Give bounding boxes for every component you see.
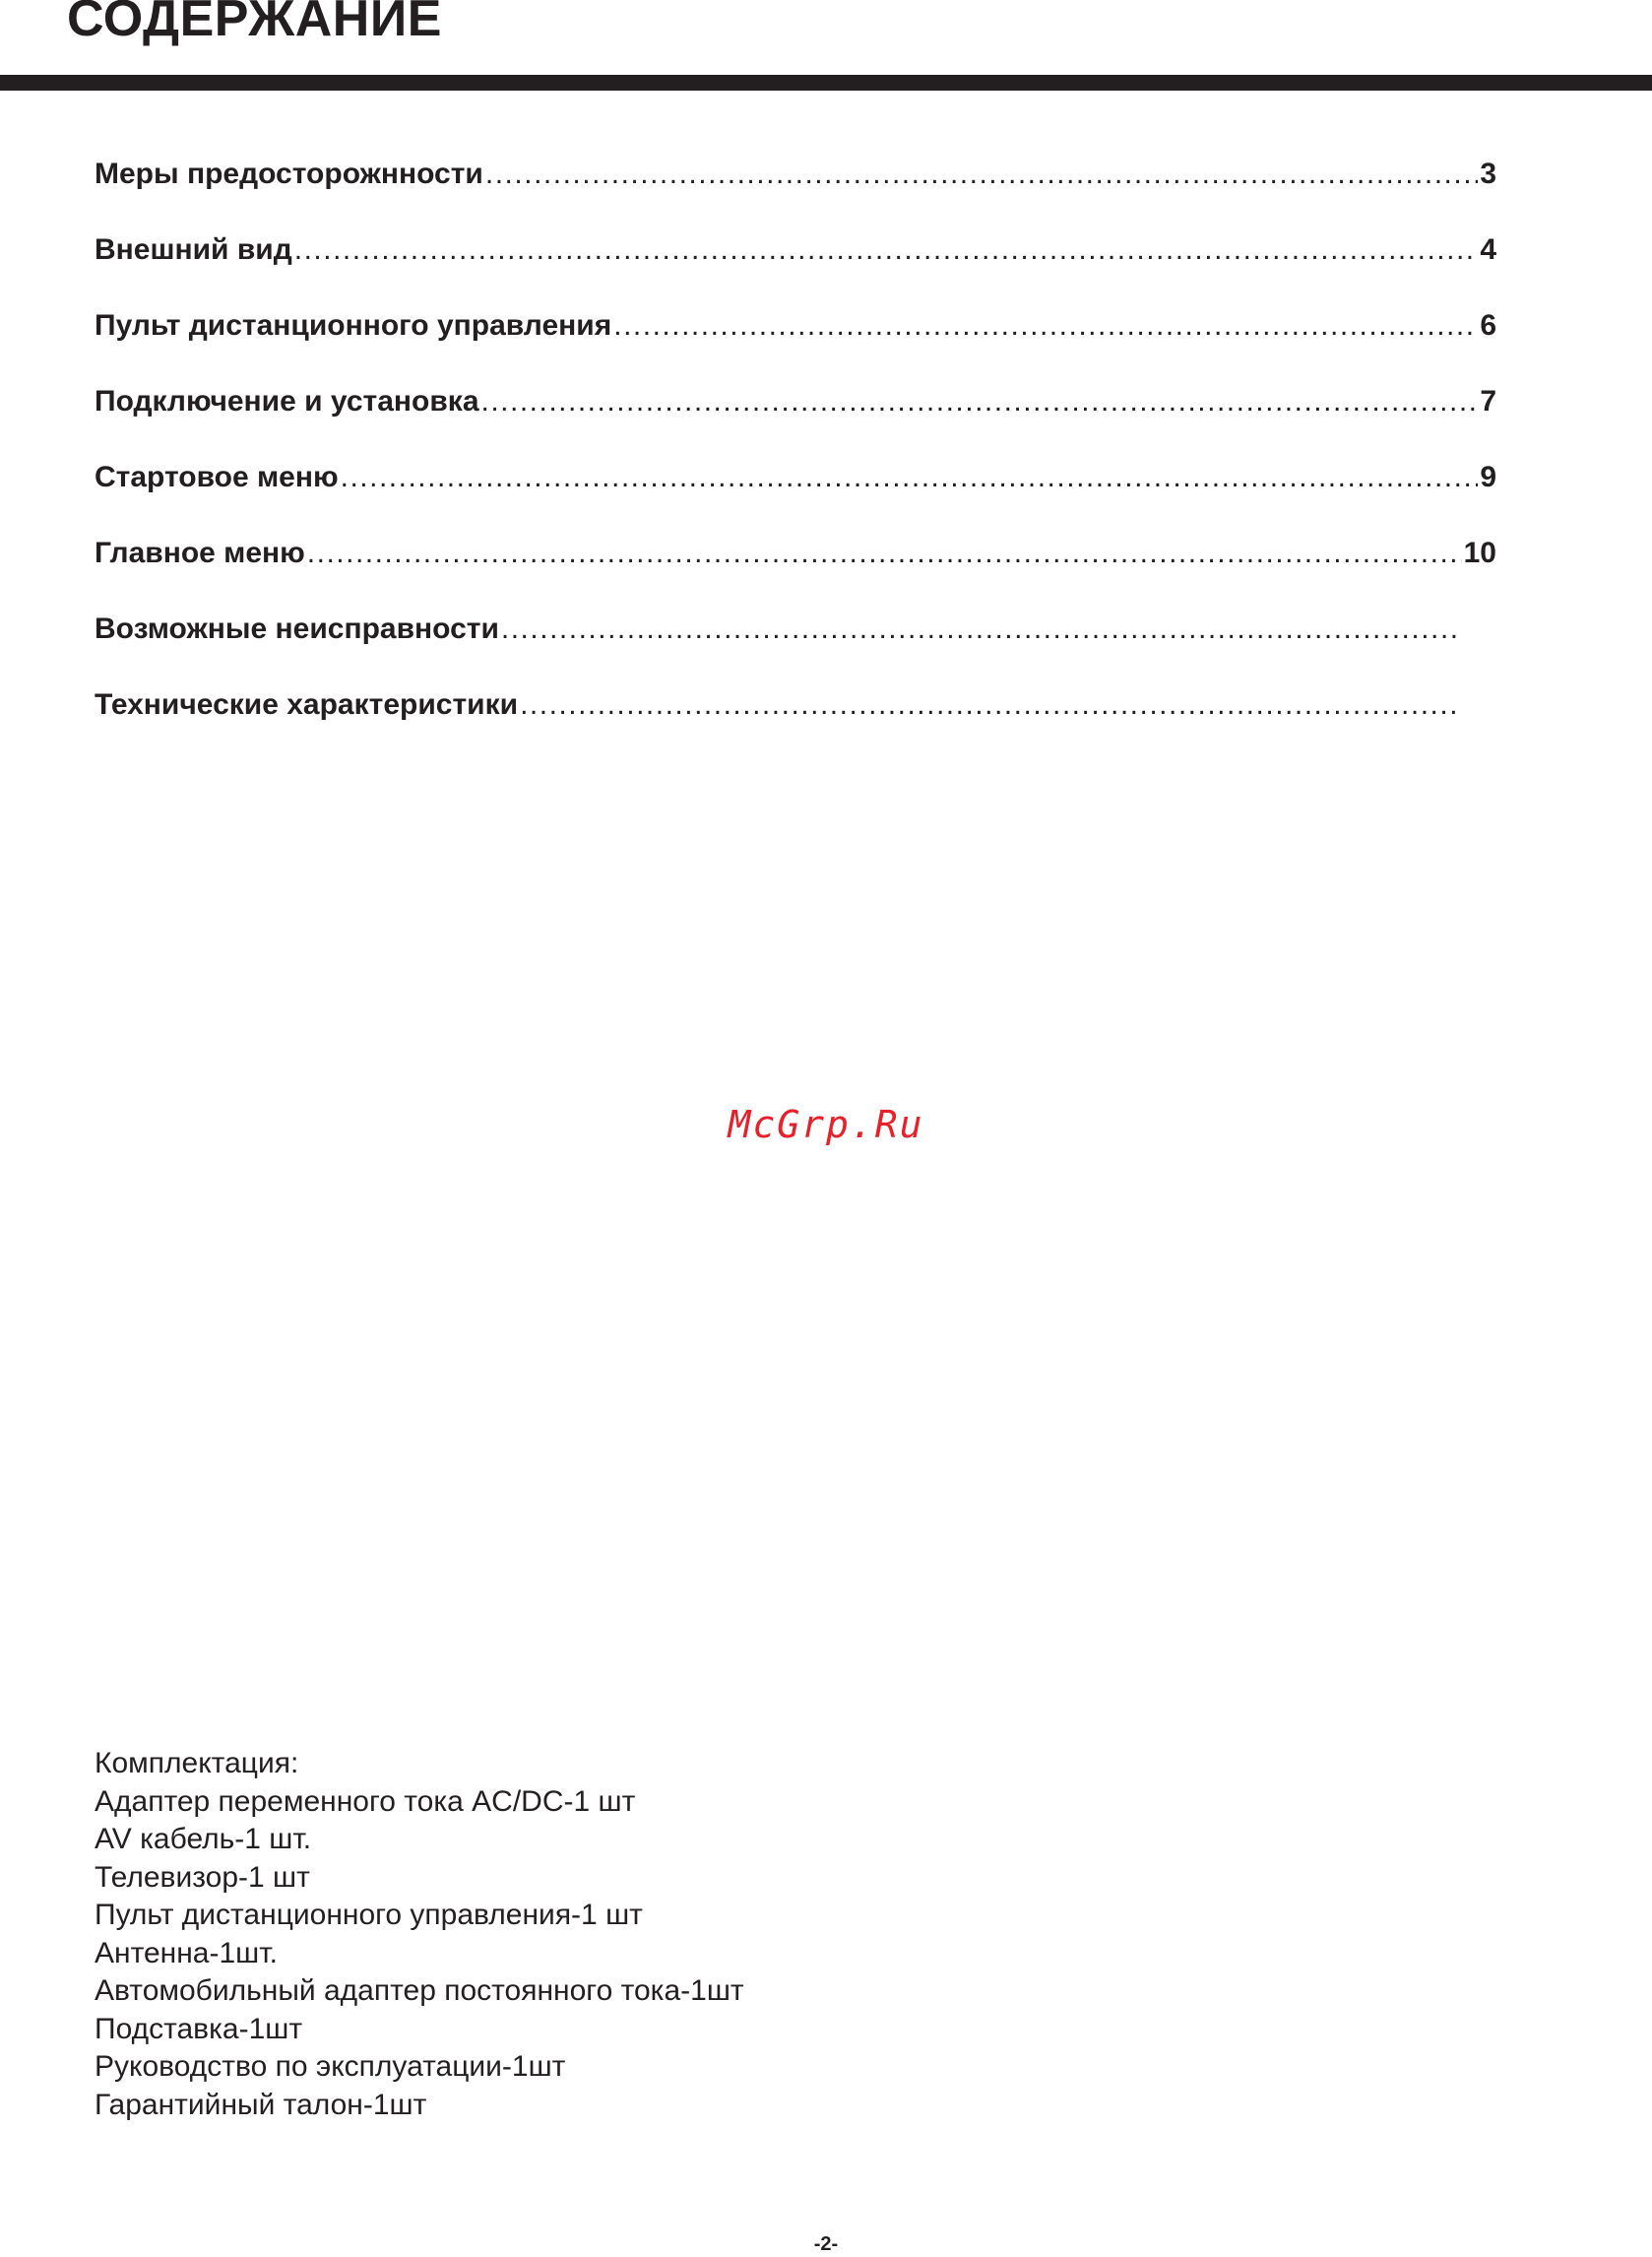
page-title: СОДЕРЖАНИЕ [67,0,442,47]
toc-entry-start-menu[interactable] [95,461,1496,537]
toc-dot-leader [341,461,1479,494]
package-contents [95,1745,744,2124]
page-number: -2- [813,2233,839,2255]
toc-dot-leader [481,385,1479,419]
watermark: McGrp.Ru [728,1103,924,1146]
toc-entry-connection[interactable] [95,385,1496,461]
toc-entry-appearance[interactable] [95,233,1496,309]
toc-entry-page: 3 [1480,158,1496,190]
toc-entry-title: Технические характеристики [95,688,519,721]
package-item: Пульт дистанционного управления-1 шт [95,1899,643,1931]
toc-dot-leader [613,309,1478,343]
package-item: Адаптер переменного тока AC/DC-1 шт [95,1784,636,1818]
toc-entry-page: 10 [1463,537,1496,569]
toc-entry-page: 7 [1480,385,1496,418]
toc-entry-title: Меры предосторожнности [95,158,483,190]
toc-entry-title: Возможные неисправности [95,613,499,645]
toc-dot-leader [485,158,1478,191]
package-item: Антенна-1шт. [95,1936,278,1969]
package-item: Телевизор-1 шт [95,1860,310,1894]
toc-entry-precautions[interactable] [95,158,1496,233]
package-item: Руководство по эксплуатации-1шт [95,2050,566,2083]
toc-entry-title: Внешний вид [95,233,292,266]
table-of-contents [95,158,1496,764]
package-item: Гарантийный талон-1шт [95,2088,427,2121]
package-item: Автомобильный адаптер постоянного тока-1шт [95,1974,744,2007]
package-contents-title: Комплектация: [95,1747,299,1779]
package-item: AV кабель-1 шт. [95,1823,312,1855]
toc-entry-specifications[interactable] [95,688,1463,764]
toc-entry-page: 4 [1480,233,1496,266]
toc-dot-leader [294,233,1479,267]
toc-entry-title: Пульт дистанционного управления [95,309,612,342]
toc-dot-leader [520,688,1461,722]
heading-rule [0,75,1652,91]
toc-entry-remote-control[interactable] [95,309,1496,385]
toc-entry-main-menu[interactable] [95,537,1496,613]
toc-entry-title: Стартовое меню [95,461,339,493]
toc-entry-title: Подключение и установка [95,385,479,418]
toc-entry-troubleshooting[interactable] [95,613,1463,688]
package-item: Подставка-1шт [95,2012,303,2045]
toc-dot-leader [307,537,1462,570]
toc-entry-page: 6 [1480,309,1496,342]
toc-entry-page: 9 [1480,461,1496,493]
toc-entry-title: Главное меню [95,537,305,569]
toc-dot-leader [501,613,1461,646]
